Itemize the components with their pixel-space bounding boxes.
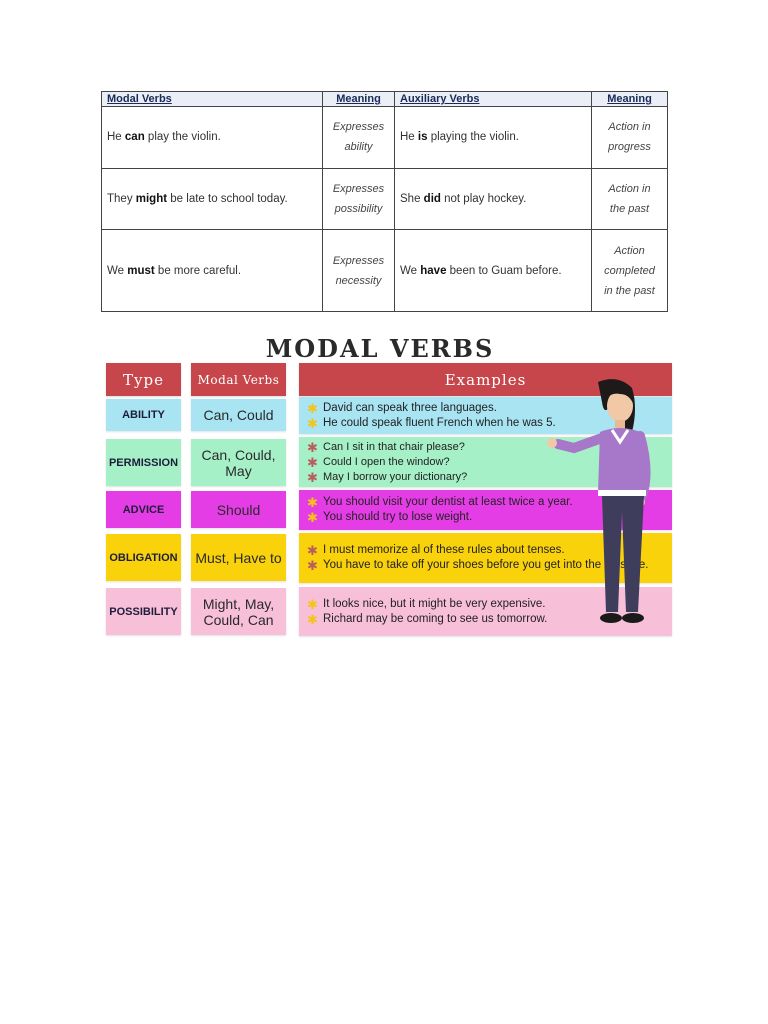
list-item: ✱ He could speak fluent French when he was 5. bbox=[307, 415, 556, 431]
modal-vs-auxiliary-table bbox=[101, 91, 668, 312]
auxiliary-sentence: We have been to Guam before. bbox=[395, 230, 592, 312]
star-bullet-icon: ✱ bbox=[307, 439, 318, 455]
verbs-possibility: Might, May, Could, Can bbox=[191, 588, 286, 635]
star-bullet-icon: ✱ bbox=[307, 415, 318, 431]
modal-sentence: We must be more careful. bbox=[102, 230, 323, 312]
list-item: ✱ Can I sit in that chair please? bbox=[307, 439, 465, 455]
modal-sentence: He can play the violin. bbox=[102, 107, 323, 169]
star-bullet-icon: ✱ bbox=[307, 495, 318, 510]
list-item: ✱ You have to take off your shoes before you get into the mosque. bbox=[307, 558, 649, 573]
list-item: ✱ I must memorize al of these rules about tenses. bbox=[307, 543, 565, 558]
table-row bbox=[102, 230, 668, 312]
list-item: ✱ Richard may be coming to see us tomorrow. bbox=[307, 611, 548, 627]
verbs-ability: Can, Could bbox=[191, 399, 286, 431]
list-item: ✱ Could I open the window? bbox=[307, 454, 450, 470]
star-bullet-icon: ✱ bbox=[307, 611, 318, 627]
header-modal-verbs-col: Modal Verbs bbox=[191, 363, 286, 396]
table-row bbox=[102, 107, 668, 169]
modal-meaning: Expresses necessity bbox=[323, 230, 395, 312]
type-permission: PERMISSION bbox=[106, 439, 181, 486]
header-auxiliary-verbs: Auxiliary Verbs bbox=[395, 92, 592, 107]
star-bullet-icon: ✱ bbox=[307, 543, 318, 558]
type-possibility: POSSIBILITY bbox=[106, 588, 181, 635]
star-bullet-icon: ✱ bbox=[307, 454, 318, 470]
auxiliary-sentence: He is playing the violin. bbox=[395, 107, 592, 169]
auxiliary-meaning: Action completed in the past bbox=[592, 230, 668, 312]
modal-sentence: They might be late to school today. bbox=[102, 168, 323, 230]
type-advice: ADVICE bbox=[106, 491, 181, 528]
list-item: ✱ It looks nice, but it might be very expensive. bbox=[307, 596, 546, 612]
header-meaning-1: Meaning bbox=[323, 92, 395, 107]
list-item: ✱ David can speak three languages. bbox=[307, 400, 497, 416]
list-item: ✱ May I borrow your dictionary? bbox=[307, 469, 468, 485]
type-ability: ABILITY bbox=[106, 399, 181, 431]
header-modal-verbs: Modal Verbs bbox=[102, 92, 323, 107]
header-meaning-2: Meaning bbox=[592, 92, 668, 107]
star-bullet-icon: ✱ bbox=[307, 469, 318, 485]
header-examples: Examples bbox=[299, 363, 672, 396]
modal-meaning: Expresses possibility bbox=[323, 168, 395, 230]
infographic-title: MODAL VERBS bbox=[265, 334, 495, 363]
verbs-permission: Can, Could, May bbox=[191, 439, 286, 486]
header-type: Type bbox=[106, 363, 181, 396]
auxiliary-meaning: Action in the past bbox=[592, 168, 668, 230]
list-item: ✱ You should try to lose weight. bbox=[307, 510, 473, 525]
list-item: ✱ You should visit your dentist at least twice a year. bbox=[307, 495, 573, 510]
modal-meaning: Expresses ability bbox=[323, 107, 395, 169]
teacher-illustration bbox=[540, 372, 670, 634]
auxiliary-meaning: Action in progress bbox=[592, 107, 668, 169]
verbs-obligation: Must, Have to bbox=[191, 534, 286, 581]
verbs-advice: Should bbox=[191, 491, 286, 528]
star-bullet-icon: ✱ bbox=[307, 400, 318, 416]
star-bullet-icon: ✱ bbox=[307, 510, 318, 525]
type-obligation: OBLIGATION bbox=[106, 534, 181, 581]
table-header-row bbox=[102, 92, 668, 107]
table-row bbox=[102, 168, 668, 230]
star-bullet-icon: ✱ bbox=[307, 596, 318, 612]
auxiliary-sentence: She did not play hockey. bbox=[395, 168, 592, 230]
star-bullet-icon: ✱ bbox=[307, 558, 318, 573]
